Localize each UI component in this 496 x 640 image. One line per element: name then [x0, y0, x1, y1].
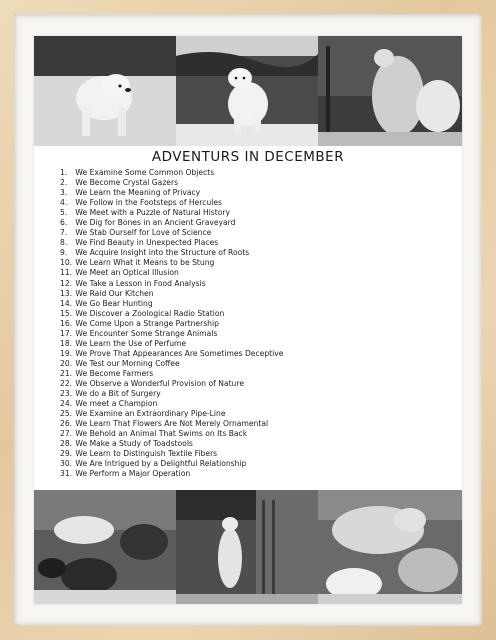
item-text: We Learn the Meaning of Privacy	[75, 188, 201, 198]
item-number: 26.	[60, 419, 73, 429]
list-item	[60, 409, 283, 419]
list-item	[60, 459, 283, 469]
photo-bear-display-group	[34, 490, 176, 604]
item-number: 24.	[60, 399, 73, 409]
item-number: 9.	[60, 248, 68, 258]
item-text: We Meet an Optical Illusion	[75, 268, 179, 278]
list-item	[60, 248, 283, 258]
item-number: 12.	[60, 278, 73, 288]
item-number: 21.	[60, 368, 73, 378]
photo-standing-bear-room	[176, 490, 318, 604]
list-item	[60, 268, 283, 278]
list-item	[60, 469, 283, 479]
item-text: We Learn the Use of Perfume	[75, 338, 187, 348]
item-number: 11.	[60, 268, 73, 278]
item-text: We Make a Study of Toadstools	[75, 439, 193, 449]
item-text: We do a Bit of Surgery	[75, 389, 161, 399]
item-text: We Acquire Insight into the Structure of Roots	[75, 248, 250, 258]
item-text: We Follow in the Footsteps of Hercules	[75, 198, 222, 208]
item-text: We Observe a Wonderful Provision of Nature	[75, 378, 244, 388]
item-text: We meet a Champion	[75, 399, 158, 409]
item-text: We Stab Ourself for Love of Science	[75, 228, 212, 238]
item-number: 14.	[60, 298, 73, 308]
list-item	[60, 359, 283, 369]
item-number: 15.	[60, 308, 73, 318]
item-number: 20.	[60, 358, 73, 368]
item-number: 6.	[60, 218, 68, 228]
list-item	[60, 198, 283, 208]
list-item	[60, 309, 283, 319]
list-item	[60, 379, 283, 389]
item-text: We Behold an Animal That Swims on Its Back	[75, 429, 248, 439]
item-number: 4.	[60, 198, 68, 208]
item-number: 17.	[60, 328, 73, 338]
list-item	[60, 429, 283, 439]
item-text: We Discover a Zoological Radio Station	[75, 308, 225, 318]
item-text: We Examine Some Common Objects	[75, 168, 215, 177]
list-item	[60, 228, 283, 238]
photo-polar-bear-snow	[34, 36, 176, 146]
item-text: We Perform a Major Operation	[75, 469, 191, 479]
list-item	[60, 399, 283, 409]
photo-polar-bear-cave	[176, 36, 318, 146]
list-item	[60, 258, 283, 268]
list-item	[60, 218, 283, 228]
item-number: 2.	[60, 178, 68, 188]
list-item	[60, 329, 283, 339]
list-item	[60, 319, 283, 329]
item-number: 1.	[60, 168, 68, 177]
photo-polar-bear-museum	[318, 36, 462, 146]
list-item	[60, 339, 283, 349]
item-text: We Learn What it Means to be Stung	[75, 258, 215, 268]
item-number: 10.	[60, 258, 73, 268]
item-number: 19.	[60, 348, 73, 358]
item-text: We Encounter Some Strange Animals	[75, 328, 218, 338]
item-text: We Examine an Extraordinary Pipe-Line	[75, 409, 226, 419]
page-title: ADVENTURS IN DECEMBER	[151, 149, 345, 165]
list-item	[60, 188, 283, 198]
item-number: 31.	[60, 469, 73, 479]
item-text: We Learn That Flowers Are Not Merely Ornamental	[75, 419, 269, 429]
item-text: We Become Farmers	[75, 368, 154, 378]
item-number: 28.	[60, 439, 73, 449]
list-item	[60, 279, 283, 289]
list-item	[60, 238, 283, 248]
list-item	[60, 449, 283, 459]
item-number: 30.	[60, 459, 73, 469]
adventure-list	[60, 168, 283, 479]
item-number: 7.	[60, 228, 68, 238]
item-text: We Become Crystal Gazers	[75, 178, 179, 188]
artwork-sheet	[34, 36, 462, 604]
item-number: 22.	[60, 378, 73, 388]
item-number: 16.	[60, 318, 73, 328]
item-text: We Learn to Distinguish Textile Fibers	[75, 449, 218, 459]
list-item	[60, 299, 283, 309]
item-number: 18.	[60, 338, 73, 348]
item-text: We Take a Lesson in Food Analysis	[75, 278, 206, 288]
list-item	[60, 349, 283, 359]
item-number: 5.	[60, 208, 68, 218]
list-item	[60, 208, 283, 218]
list-item	[60, 369, 283, 379]
list-item	[60, 178, 283, 188]
item-number: 3.	[60, 188, 68, 198]
list-item	[60, 439, 283, 449]
item-number: 29.	[60, 449, 73, 459]
item-number: 25.	[60, 409, 73, 419]
item-text: We Dig for Bones in an Ancient Graveyard	[75, 218, 236, 228]
item-text: We Test our Morning Coffee	[75, 358, 180, 368]
list-item	[60, 289, 283, 299]
item-number: 8.	[60, 238, 68, 248]
item-number: 23.	[60, 389, 73, 399]
item-number: 27.	[60, 429, 73, 439]
item-text: We Are Intrigued by a Delightful Relationship	[75, 459, 247, 469]
list-item	[60, 419, 283, 429]
item-text: We Go Bear Hunting	[75, 298, 153, 308]
item-text: We Raid Our Kitchen	[75, 288, 154, 298]
item-number: 13.	[60, 288, 73, 298]
list-item	[60, 168, 283, 178]
item-text: We Come Upon a Strange Partnership	[75, 318, 219, 328]
photo-polar-bears-diorama	[318, 490, 462, 604]
item-text: We Find Beauty in Unexpected Places	[75, 238, 219, 248]
item-text: We Meet with a Puzzle of Natural History	[75, 208, 231, 218]
list-item	[60, 389, 283, 399]
item-text: We Prove That Appearances Are Sometimes Deceptive	[75, 348, 284, 358]
